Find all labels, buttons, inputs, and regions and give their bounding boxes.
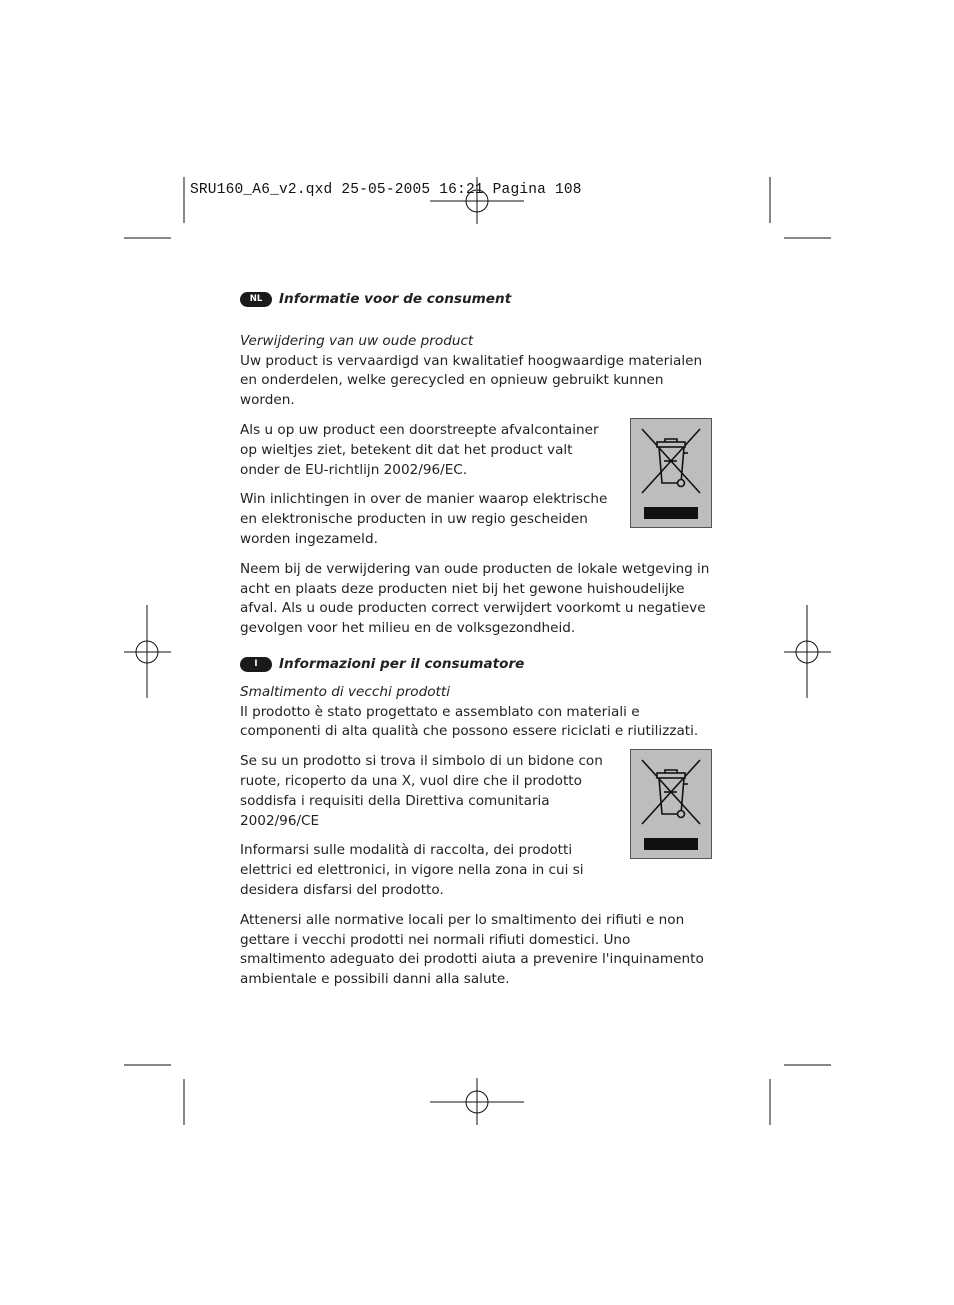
section-heading: [240, 290, 712, 310]
paragraph: Als u op uw product een doorstreepte afvalcontainer op wieltjes ziet, betekent dit dat het product valt onder de EU-richtlijn 2002/96/EC.: [240, 421, 599, 478]
section-heading: [240, 655, 712, 675]
section-it: [240, 655, 712, 990]
language-badge: NL: [240, 292, 272, 307]
intro-paragraph: Il prodotto è stato progettato e assemblato con materiali e componenti di alta qualità che possono essere riciclati e riutilizzati.: [240, 703, 699, 740]
language-badge: I: [240, 657, 272, 672]
registration-mark: [430, 1078, 524, 1125]
page-content: [240, 290, 712, 1000]
paragraphs-with-figure: [240, 421, 712, 560]
registration-mark: [784, 605, 831, 698]
slug-line: SRU160_A6_v2.qxd 25-05-2005 16:21 Pagina 108: [190, 182, 582, 198]
crossed-out-wheelie-bin-icon: [630, 418, 712, 528]
paragraph: Se su un prodotto si trova il simbolo di un bidone con ruote, ricoperto da una X, vuol dire che il prodotto soddisfa i requisiti della Direttiva comunitaria 2002/96/CE: [240, 753, 603, 829]
closing-paragraph: Neem bij de verwijdering van oude producten de lokale wetgeving in acht en plaats deze producten niet bij het gewone huishoudelijke afval. Als u oude producten correct verwijdert voorkomt u negatieve gevolgen voor het milieu en de volksgezondheid.: [240, 560, 710, 637]
registration-mark: [124, 605, 171, 698]
paragraphs-with-figure: [240, 752, 712, 911]
section-subtitle: Verwijdering van uw oude product: [240, 332, 474, 349]
section-title: Informatie voor de consument: [279, 291, 512, 307]
paragraph: Win inlichtingen in over de manier waarop elektrische en elektronische producten in uw regio gescheiden worden ingezameld.: [240, 491, 608, 547]
section-nl: [240, 290, 712, 639]
registration-mark: [430, 177, 524, 224]
section-subtitle: Smaltimento di vecchi prodotti: [240, 683, 450, 700]
paragraph: Informarsi sulle modalità di raccolta, dei prodotti elettrici ed elettronici, in vigore nella zona in cui si desidera disfarsi del prodotto.: [240, 842, 584, 898]
crossed-out-wheelie-bin-icon: [630, 749, 712, 859]
section-title: Informazioni per il consumatore: [279, 655, 525, 672]
intro-paragraph: Uw product is vervaardigd van kwalitatief hoogwaardige materialen en onderdelen, welke gerecycled en opnieuw gebruikt kunnen worden.: [240, 352, 703, 409]
closing-paragraph: Attenersi alle normative locali per lo smaltimento dei rifiuti e non gettare i vecchi prodotti nei normali rifiuti domestici. Uno smaltimento adeguato dei prodotti aiuta a prevenire l'inquinamento ambientale e possibili danni alla salute.: [240, 911, 704, 988]
